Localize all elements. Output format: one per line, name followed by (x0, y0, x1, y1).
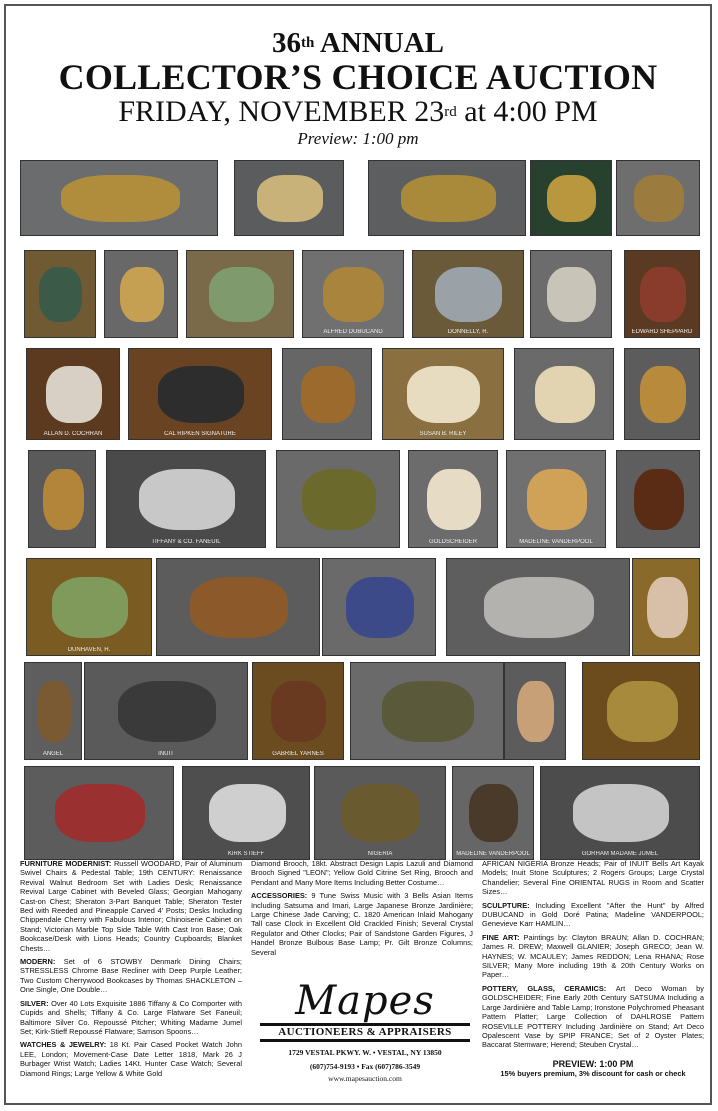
lot-photo (506, 450, 606, 548)
lot-object (43, 469, 84, 530)
lot-photo (624, 348, 700, 440)
lot-photo (514, 348, 614, 440)
catalog-paragraph (20, 999, 242, 1037)
photo-caption: GORHAM MADAME JUMEL (581, 851, 659, 857)
lot-object (547, 267, 596, 322)
lot-object (640, 366, 686, 423)
photo-caption: EDWARD SHEPPARD (631, 329, 693, 335)
mapes-logo-block (256, 979, 474, 1084)
lot-photo (302, 250, 404, 338)
lot-photo (530, 160, 612, 236)
photo-caption: NIGERIA (367, 851, 393, 857)
category-items: Diamond Brooch, 18kt. Abstract Design Lapis Lazuli and Diamond Brooch Signed "LEON"; Yellow Gold Citrine Set Ring, Brooch and Pendant and Many More Items Including Better Costume… (251, 859, 473, 887)
lot-photo (350, 662, 504, 760)
auction-date (6, 96, 710, 128)
lot-photo (26, 348, 120, 440)
auction-flyer (4, 4, 712, 1105)
lot-photo (452, 766, 534, 860)
category-items: Art Deco Woman by GOLDSCHEIDER; Fine Early 20th Century SATSUMA Including a Large Jardinière and Table Lamp; Ironstone Polychromed Pheasant Pattern Platter; Large Collection of DAHLROSE Pattern ROSEVILLE POTTERY Including Jardinière on Stand; Art Deco Opalescent Vase by SPIP FRANCE; Set of 2 Oyster Plates; Baccarat Stemware; Herend; Steuben Crystal… (482, 983, 704, 1050)
anniversary-word: ANNUAL (319, 27, 445, 59)
lot-photo (24, 250, 96, 338)
lot-object (640, 267, 686, 322)
category-items: Over 40 Lots Exquisite 1886 Tiffany & Co Comporter with Cupids and Shells; Tiffany & Co. Large Flatware Set Faneuil; Baltimore Silver Co. Repoussé Pitcher; Whiting Madame Jumel Set; Kirk-Stieff Repoussé Flatware; Samson Spoons… (20, 998, 242, 1036)
lot-photo (24, 662, 82, 760)
lot-photo (446, 558, 630, 656)
lot-object (401, 175, 496, 222)
photo-caption: TIFFANY & CO. FANEUIL (151, 539, 221, 545)
lot-photo (504, 662, 566, 760)
photo-caption: KIRK STIEFF (227, 851, 265, 857)
lot-object (527, 469, 587, 530)
lot-object (120, 267, 164, 322)
lot-photo (616, 450, 700, 548)
category-items: 18 Kt. Pair Cased Pocket Watch John LEE, London; Movement-Case Date Letter 1818, Mark 26 J Burbager Wrist Watch; Ladies 14Kt. Hunter Case Watch; Several Diamond Rings; Large Yellow & White Gold (20, 1040, 242, 1078)
lot-photo (106, 450, 266, 548)
catalog-paragraph (482, 933, 704, 980)
footer-preview: PREVIEW: 1:00 PM (552, 1059, 634, 1069)
mapes-logo: Mapes (295, 978, 435, 1024)
lot-photo (156, 558, 320, 656)
category-items: Set of 6 STOWBY Denmark Dining Chairs; STRESSLESS Chrome Base Recliner with Deep Purple Leather; Two Custom Cherrywood Bookcases by Thomas SHACKLETON – One Single, One Double… (20, 957, 242, 995)
address: 1729 VESTAL PKWY. W. • VESTAL, NY 13850 (288, 1048, 442, 1058)
category-heading: SCULPTURE: (482, 900, 536, 910)
lot-photo (314, 766, 446, 860)
anniversary-line (6, 28, 710, 58)
lot-photo (252, 662, 344, 760)
lot-photo (616, 160, 700, 236)
lot-object (55, 784, 145, 842)
lot-object (382, 681, 474, 742)
category-items: 9 Tune Swiss Music with 3 Bells Asian Items Including Satsuma and Imari, Large Japanese Bronze Jardinière; Large Chinese Jade Carving; C. 1820 American Inlaid Mahogany Tall case Clock in Excellent Old Crackled Finish; Several Crystal Regulator and Other Clocks; Pair of Sandstone Garden Figures, J Handel Bronze Bulbous Base Lamp; Pr. Gilt Bronze Columns; Several (251, 891, 473, 957)
lot-photo (624, 250, 700, 338)
lot-object (407, 366, 480, 423)
lot-object (61, 175, 180, 222)
buyers-premium: 15% buyers premium, 3% discount for cash or check (500, 1069, 686, 1079)
lot-object (427, 469, 481, 530)
lot-photo (322, 558, 436, 656)
catalog-paragraph (20, 1040, 242, 1078)
lot-object (346, 577, 414, 638)
category-items: Paintings by: Clayton BRAUN; Allan D. COCHRAN; James R. DREW; Maxwell GLANIER; Joseph GRECO; Jean W. HAYNES; W. MCAULEY; James REDDON; Lena RHANA; Rose SILVER; Many More including 19th & 20th Century Works on Paper… (482, 932, 705, 980)
category-items: AFRICAN NIGERIA Bronze Heads; Pair of INUIT Bells Art Kayak Models; Inuit Stone Sculptures; 2 Rogers Groups; Large Crystal Chandelier; Several Fine ORIENTAL RUGS in Room and Scatter Sizes… (482, 859, 704, 897)
photo-caption: DONNELLY, R. (447, 329, 489, 335)
lot-object (517, 681, 554, 742)
flyer-header (6, 28, 710, 150)
lot-object (547, 175, 596, 222)
catalog-paragraph (482, 859, 704, 897)
lot-object (139, 469, 235, 530)
lot-object (323, 267, 384, 322)
lot-object (257, 175, 323, 222)
catalog-column-2 (251, 859, 473, 961)
photo-caption: DUNHAVEN, H. (67, 647, 111, 653)
photo-caption: GABRIEL YARNES (272, 751, 324, 757)
category-heading: FINE ART: (482, 932, 524, 942)
category-heading: ACCESSORIES: (251, 891, 312, 901)
lot-object (37, 681, 72, 742)
lot-object (484, 577, 594, 638)
catalog-paragraph (251, 859, 473, 887)
catalog-paragraph (20, 859, 242, 953)
lot-photo (382, 348, 504, 440)
footer-block (482, 1056, 704, 1079)
lot-photo (24, 766, 174, 860)
lot-object (301, 366, 355, 423)
lot-photo (282, 348, 372, 440)
lot-object (634, 469, 684, 530)
lot-object (469, 784, 518, 842)
photo-caption: INUIT (158, 751, 174, 757)
lot-photo (276, 450, 400, 548)
lot-object (435, 267, 502, 322)
lot-object (209, 784, 286, 842)
anniversary-suffix: th (300, 35, 315, 51)
lot-object (341, 784, 420, 842)
photo-caption: ANGEL (42, 751, 64, 757)
lot-object (647, 577, 688, 638)
lot-object (158, 366, 244, 423)
lot-object (535, 366, 595, 423)
photo-caption: ALLAN D. COCHRAN (43, 431, 103, 437)
lot-object (607, 681, 678, 742)
category-heading: SILVER: (20, 998, 52, 1008)
lot-photo (186, 250, 294, 338)
category-heading: POTTERY, GLASS, CERAMICS: (482, 983, 616, 993)
lot-photo (368, 160, 526, 236)
lot-photo (28, 450, 96, 548)
category-items: Russell WOODARD, Pair of Aluminum Swivel Chairs & Pedestal Table; 19th CENTURY: Renaissance Revival Walnut Bedroom Set with Ladies Desk; Renaissance Revival Large Cabinet with Beveled Glass; Georgian Mahogany Cast-on Chest; Sheraton 3-Part Banquet Table; Sheraton Tester Bed with Reeded and Pineapple Carved 4' Posts; Desks Including Chippendale Cherry with Fabulous Interior; Chinoiserie Cabinet on Stand; Victorian Marble Top Side Table With Cast Iron Base; Oak Bookcase/Desk with Lions Heads; Country Cupboards; Blanket Chests… (20, 859, 242, 953)
lot-photo (182, 766, 310, 860)
lot-photo (632, 558, 700, 656)
lot-photo (84, 662, 248, 760)
preview-time: Preview: 1:00 pm (297, 129, 419, 148)
photo-caption: ALFRED DUBUCAND (323, 329, 383, 335)
lot-photo (20, 160, 218, 236)
lot-photo (412, 250, 524, 338)
lot-object (52, 577, 128, 638)
catalog-paragraph (20, 957, 242, 995)
category-items: Including Excellent "After the Hunt" by Alfred DUBUCAND in Gold Doré Patina; Madeline VANDERPOOL; Genevieve Karr HAMLIN… (482, 900, 704, 929)
catalog-paragraph (482, 901, 704, 929)
lot-photo (128, 348, 272, 440)
photo-caption: CAL RIPKEN SIGNATURE (164, 431, 236, 437)
lot-object (634, 175, 684, 222)
photo-caption: SUSAN B. RILEY (419, 431, 467, 437)
lot-photo (408, 450, 498, 548)
date-suffix-ordinal: rd (444, 104, 457, 120)
catalog-column-3 (482, 859, 704, 1054)
lot-photo (26, 558, 152, 656)
flyer-title: COLLECTOR’S CHOICE AUCTION (58, 57, 658, 97)
website-link[interactable]: www.mapesauction.com (328, 1074, 402, 1084)
lot-object (39, 267, 82, 322)
photo-caption: MADELINE VANDERPOOL (519, 539, 593, 545)
lot-photo (104, 250, 178, 338)
lot-object (271, 681, 326, 742)
photo-caption: GOLDSCHEIDER (428, 539, 477, 545)
category-heading: MODERN: (20, 957, 64, 967)
lot-photo (582, 662, 700, 760)
logo-subtitle: AUCTIONEERS & APPRAISERS (260, 1023, 470, 1042)
lot-object (118, 681, 216, 742)
lot-photo (234, 160, 344, 236)
category-heading: FURNITURE MODERNIST: (20, 859, 114, 868)
photo-caption: MADELINE VANDERPOOL (456, 851, 530, 857)
date-prefix: FRIDAY, NOVEMBER 23 (118, 95, 445, 128)
catalog-paragraph (251, 891, 473, 957)
lot-photo (530, 250, 612, 338)
lot-object (190, 577, 288, 638)
lot-object (302, 469, 376, 530)
anniversary-number: 36 (271, 27, 301, 59)
phone-fax: (607)754-9193 • Fax (607)786-3549 (309, 1061, 421, 1071)
lot-object (46, 366, 102, 423)
catalog-paragraph (482, 984, 704, 1050)
date-time: at 4:00 PM (464, 95, 598, 128)
lot-photo (540, 766, 700, 860)
lot-object (573, 784, 669, 842)
category-heading: WATCHES & JEWELRY: (20, 1040, 110, 1050)
lot-object (209, 267, 274, 322)
catalog-column-1 (20, 859, 242, 1082)
